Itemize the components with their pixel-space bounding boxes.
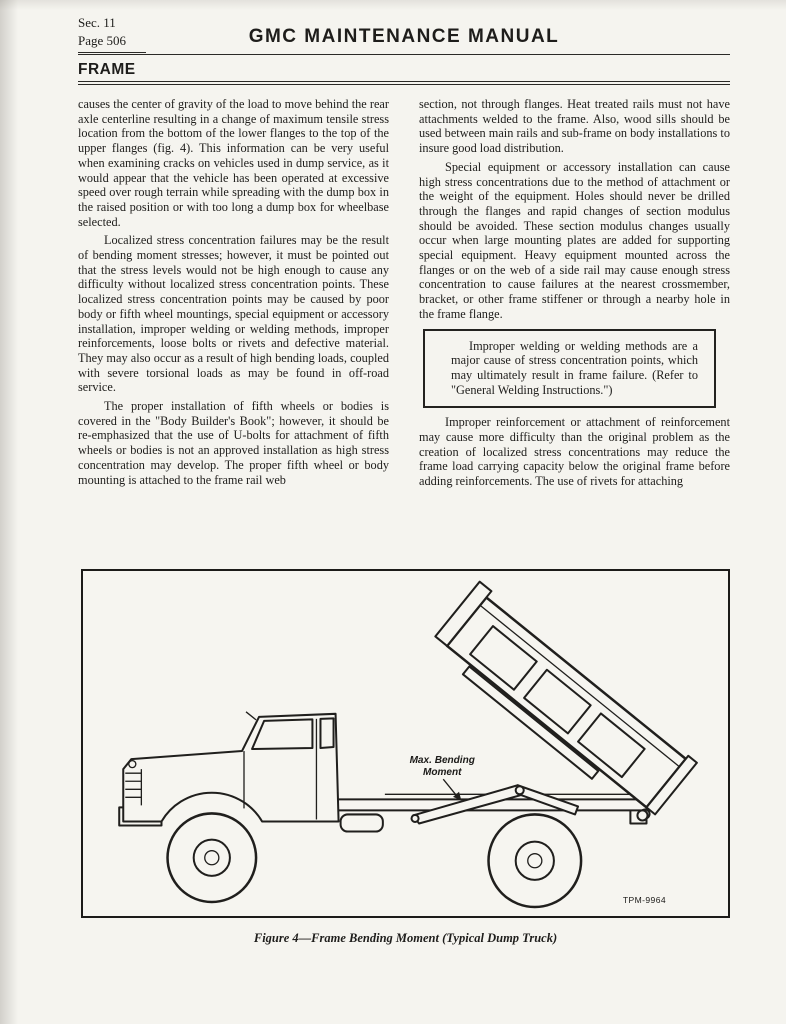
figure-annotation-label: Max. Bending (409, 755, 475, 767)
dump-box (428, 582, 700, 824)
dump-truck-illustration (83, 571, 728, 916)
truck-cab (119, 712, 338, 826)
figure-annotation (410, 755, 475, 800)
body-paragraph: Special equipment or accessory installation can cause high stress concentrations due to the method of attachment or the weight of the equipment. Holes should never be drilled through the flanges and rapid changes of section modulus should be avoided. These section modulus changes usually occur when large mounting plates are added for supporting special equipment. Heavy equipment mounted across the flanges or on the web of a side rail may cause enough stress concentration to cause failures at the nearest crossmember, bracket, or other frame stiffener or through a nearby hole in the frame flange. (419, 159, 730, 321)
figure-frame (81, 569, 730, 918)
figure-part-number: TPM-9964 (622, 894, 667, 905)
body-columns (0, 85, 786, 567)
figure-4 (81, 569, 730, 946)
rear-wheel (489, 814, 582, 907)
body-paragraph: Localized stress concentration failures may be the result of bending moment stresses; however, it must be pointed out that the stress levels would not be high enough to cause any difficulty without localized stress concentration points. These localized stress concentration points may be caused by poor body or fifth wheel mountings, special equipment or accessory installation, improper welding or welding methods, improper reinforcements, loose bolts or rivets and defective material. They may also occur as a result of high bending loads, coupled with severe torsional loads as may be found in off-road service. (78, 233, 389, 395)
body-paragraph: section, not through flanges. Heat treated rails must not have attachments welded to the frame. Also, wood sills should be used between main rails and sub-frame on body installations to insure good load distribution. (419, 97, 730, 156)
manual-title: GMC MAINTENANCE MANUAL (248, 26, 560, 47)
front-wheel (168, 813, 257, 902)
left-column (78, 97, 389, 567)
figure-annotation-label: Moment (422, 767, 462, 779)
page-meta (78, 14, 146, 53)
header-rule (78, 54, 730, 55)
page-header (0, 0, 786, 48)
welding-note-box (423, 329, 716, 409)
frame-heading: FRAME (78, 61, 136, 78)
body-paragraph: Improper reinforcement or attachment of reinforcement may cause more difficulty than the original problem as the creation of localized stress concentrations may reduce the frame load carrying capacity below the original frame before adding reinforcements. The use of rivets for attaching (419, 415, 730, 489)
right-column (419, 97, 730, 567)
figure-caption: Figure 4—Frame Bending Moment (Typical Dump Truck) (253, 931, 558, 945)
body-paragraph: The proper installation of fifth wheels or bodies is covered in the "Body Builder's Book"; however, it should be re-emphasized that the use of U-bolts for attachment of fifth wheels or bodies is not an approved installation as high stress concentration may develop. The proper fifth wheel or body mounting is attached to the frame rail web (78, 399, 389, 487)
section-label: Sec. 11 (78, 15, 116, 30)
page-number-label: Page 506 (78, 32, 146, 53)
note-text: Improper welding or welding methods are a major cause of stress concentration points, which may ultimately result in frame failure. (Refer to "General Welding Instructions.") (451, 338, 698, 397)
body-paragraph: causes the center of gravity of the load to move behind the rear axle centerline resulting in a change of maximum tensile stress location from the bottom of the lower flanges to the top of the upper flanges (fig. 4). This information can be very useful when examining cracks on vehicles used in dump service, as it would appear that the vehicle has been operated at excessive speed over rough terrain while spreading with the dump box in the raised position or with too long a dump box for wheelbase selected. (78, 97, 389, 229)
box-pivot (637, 810, 647, 820)
